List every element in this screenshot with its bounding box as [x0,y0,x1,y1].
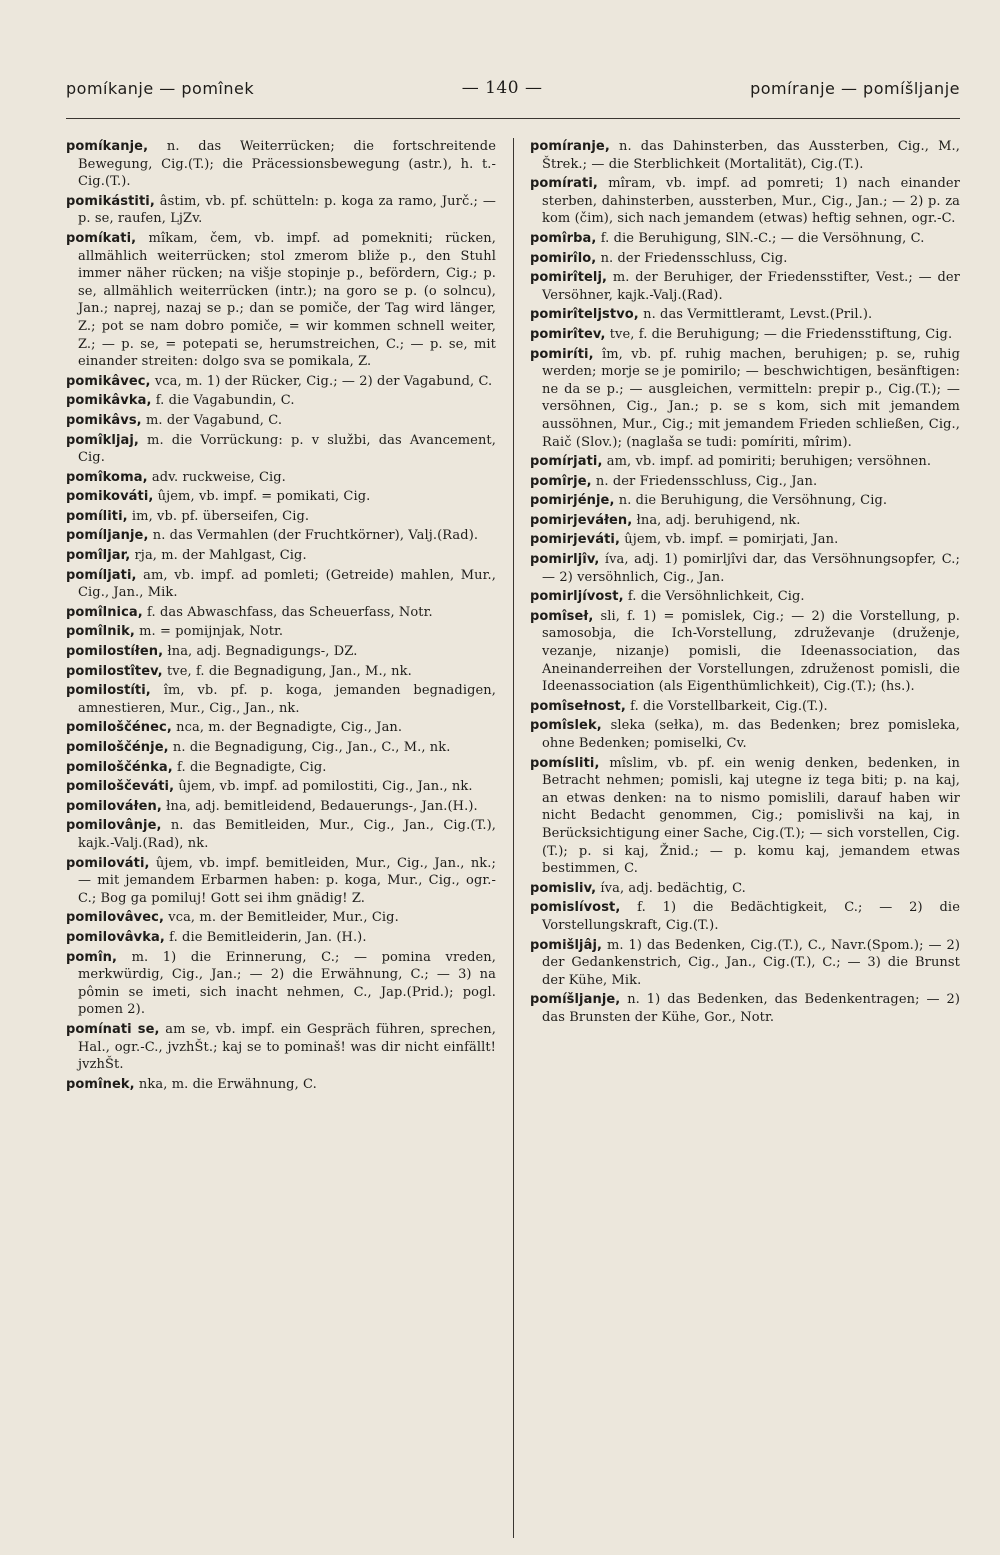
dictionary-entry [530,991,960,1026]
dictionary-entry [66,469,496,487]
dictionary-entry [66,663,496,681]
entry-definition: am, vb. impf. ad pomiriti; beruhigen; versöhnen. [602,454,932,470]
entry-headword: pomikâvka, [66,393,152,409]
dictionary-entry [530,899,960,934]
entry-headword: pomirîlo, [530,250,597,266]
dictionary-entry [66,817,496,852]
column-divider [513,138,514,1538]
entry-headword: pomîrba, [530,230,597,246]
entry-definition: n. das Bemitleiden, Mur., Cig., Jan., Cig.(T.), kajk.-Valj.(Rad), nk. [78,818,496,851]
entry-headword: pomíkati, [66,230,137,246]
entry-definition: n. das Vermahlen (der Fruchtkörner), Valj.(Rad). [148,528,479,544]
dictionary-entry [66,604,496,622]
entry-definition: łna, adj. Begnadigungs-, DZ. [163,644,358,660]
entry-headword: pomîrje, [530,473,592,489]
entry-definition: m. = pomijnjak, Notr. [134,624,284,640]
entry-definition: sli, f. 1) = pomislek, Cig.; — 2) die Vorstellung, p. samosobja, die Ich-Vorstellung, združevanje (druženje, vezanje, nizanje) pomisli, die Ideenassociation, das Aneinanderreihen der Vorstellungen, združenost pomisli, die Ideenassociation (als Eigenthümlichkeit), Cig.(T.); (hs.). [542,608,960,695]
entry-headword: pomiloščénje, [66,740,169,755]
dictionary-entry [530,326,960,344]
entry-definition: m. der Vagabund, C. [141,412,283,428]
entry-definition: tve, f. die Beruhigung; — die Friedensstiftung, Cig. [605,326,953,342]
dictionary-entry [66,759,496,777]
entry-definition: n. die Beruhigung, die Versöhnung, Cig. [614,493,888,509]
entry-headword: pomîn, [66,949,118,965]
entry-definition: f. 1) die Bedächtigkeit, C.; — 2) die Vorstellungskraft, Cig.(T.). [542,900,960,933]
dictionary-entry [530,250,960,268]
entry-headword: pomikâvec, [66,373,151,389]
entry-definition: rja, m. der Mahlgast, Cig. [130,548,307,564]
entry-headword: pomilovâvec, [66,910,165,926]
entry-headword: pomiloščénec, [66,720,172,736]
entry-definition: ûjem, vb. impf. ad pomilostiti, Cig., Jan., nk. [174,779,473,795]
entry-definition: n. der Friedensschluss, Cig., Jan. [591,473,818,489]
running-head [66,70,960,106]
entry-definition: ûjem, vb. impf. bemitleiden, Mur., Cig., Jan., nk.; — mit jemandem Erbarmen haben: p. koga, Mur., Cig., ogr.-C.; Bog ga pomiluj! Gott sei ihm gnädig! Z. [78,855,496,906]
right-column [530,138,960,1538]
dictionary-entry [66,567,496,602]
entry-headword: pomíliti, [66,508,128,524]
entry-definition: f. die Beruhigung, SlN.-C.; — die Versöhnung, C. [596,230,925,246]
dictionary-entry [530,698,960,716]
dictionary-entry [66,719,496,737]
dictionary-entry [530,717,960,752]
entry-headword: pomilovânje, [66,818,162,834]
entry-definition: nka, m. die Erwähnung, C. [134,1076,317,1092]
dictionary-entry [66,412,496,430]
entry-definition: f. die Vagabundin, C. [151,393,295,409]
entry-definition: f. die Vorstellbarkeit, Cig.(T.). [625,698,828,714]
dictionary-entry [530,551,960,586]
dictionary-entry [530,512,960,530]
entry-headword: pomilováti, [66,855,150,871]
dictionary-entry [66,778,496,796]
entry-headword: pomikováti, [66,489,154,505]
columns [66,138,960,1538]
entry-definition: am, vb. impf. ad pomleti; (Getreide) mahlen, Mur., Cig., Jan., Mik. [78,567,496,601]
entry-definition: nca, m. der Begnadigte, Cig., Jan. [171,720,403,736]
entry-headword: pomirîtev, [530,326,606,342]
entry-headword: pomiloščeváti, [66,779,175,795]
dictionary-entry [530,608,960,696]
entry-headword: pomislívost, [530,900,621,916]
dictionary-entry [530,230,960,248]
entry-definition: sleka (sełka), m. das Bedenken; brez pomisleka, ohne Bedenken; pomiselki, Cv. [542,718,960,751]
entry-definition: mîkam, čem, vb. impf. ad pomekniti; rücken, allmählich weiterrücken; stol zmerom bliže p., den Stuhl immer näher rücken; na višje stopinje p., befördern, Cig.; p. se, allmählich weiterrücken (intr.); na goro se p. (o solncu), Jan.; naprej, nazaj se p.; dan se pomiče, der Tag wird länger, Z.; pot se nam dobro pomiče, = wir kommen schnell weiter, Z.; — p. se, = potepati se, herumstreichen, C.; — p. se, mit einander streiten: dolgo sva se pomikala, Z. [78,230,496,370]
entry-headword: pomíšljanje, [530,992,621,1008]
entry-definition: m. 1) die Erinnerung, C.; — pomina vreden, merkwürdig, Cig., Jan.; — 2) die Erwähnung, C.; — 3) na pômin se imeti, sich inacht nehmen, C., Jap.(Prid.); pogl. pomen 2). [78,949,496,1018]
entry-headword: pomirjeváti, [530,532,620,548]
entry-headword: pomišljâj, [530,937,603,953]
entry-headword: pomîlnica, [66,604,143,620]
entry-definition: am se, vb. impf. ein Gespräch führen, sprechen, Hal., ogr.-C., jvzhŠt.; kaj se to pominaš! was dir nicht einfällt! jvzhŠt. [78,1021,497,1073]
dictionary-entry [66,949,496,1019]
header-rule [66,118,960,119]
entry-headword: pomirljîv, [530,552,600,568]
dictionary-entry [66,643,496,661]
entry-definition: łna, adj. beruhigend, nk. [632,512,801,528]
entry-definition: f. die Versöhnlichkeit, Cig. [623,589,805,605]
dictionary-entry [530,138,960,173]
entry-definition: íva, adj. bedächtig, C. [596,880,746,896]
dictionary-entry [530,880,960,898]
entry-definition: íva, adj. 1) pomirljîvi dar, das Versöhnungsopfer, C.; — 2) versöhnlich, Cig., Jan. [542,552,960,585]
entry-headword: pomirljívost, [530,589,624,605]
entry-definition: f. die Bemitleiderin, Jan. (H.). [164,929,367,945]
entry-headword: pomikástiti, [66,193,155,209]
dictionary-entry [530,755,960,878]
dictionary-entry [66,929,496,947]
dictionary-entry [66,623,496,641]
entry-headword: pomirjeváłen, [530,512,633,528]
entry-definition: m. die Vorrückung: p. v službi, das Avancement, Cig. [78,432,496,466]
entry-definition: tve, f. die Begnadigung, Jan., M., nk. [162,663,412,679]
entry-definition: m. der Beruhiger, der Friedensstifter, Vest.; — der Versöhner, kajk.-Valj.(Rad). [542,270,960,303]
entry-definition: n. die Begnadigung, Cig., Jan., C., M., nk. [168,740,451,755]
entry-headword: pomîseł, [530,608,594,624]
dictionary-entry [66,1076,496,1094]
dictionary-entry [66,682,496,717]
header-left-guide-words: pomíkanje — pomînek [66,78,255,98]
entry-definition: f. die Begnadigte, Cig. [172,759,327,775]
entry-headword: pomîlnik, [66,624,135,640]
dictionary-entry [66,547,496,565]
entry-headword: pomiríti, [530,346,594,362]
entry-definition: n. das Vermittleramt, Levst.(Pril.). [638,307,873,323]
entry-headword: pomisliv, [530,880,597,896]
entry-headword: pomîsełnost, [530,698,626,714]
entry-definition: ûjem, vb. impf. = pomikati, Cig. [153,489,371,505]
entry-headword: pomilostîtev, [66,663,163,679]
entry-headword: pomínati se, [66,1021,160,1037]
entry-headword: pomilostíłen, [66,644,164,660]
entry-headword: pomîkoma, [66,469,148,485]
dictionary-entry [66,855,496,908]
entry-headword: pomîkljaj, [66,432,139,448]
entry-headword: pomíljanje, [66,528,149,544]
entry-headword: pomíranje, [530,139,610,154]
entry-headword: pomîljar, [66,548,131,564]
entry-definition: âstim, vb. pf. schütteln: p. koga za ramo, Jurč.; — p. se, raufen, LjZv. [78,193,496,227]
entry-definition: m. 1) das Bedenken, Cig.(T.), C., Navr.(Spom.); — 2) der Gedankenstrich, Cig., Jan., Cig.(T.), C.; — 3) die Brunst der Kühe, Mik. [542,937,960,988]
dictionary-entry [66,508,496,526]
entry-definition: n. 1) das Bedenken, das Bedenkentragen; — 2) das Brunsten der Kühe, Gor., Notr. [542,992,960,1025]
dictionary-entry [66,909,496,927]
entry-definition: îm, vb. pf. p. koga, jemanden begnadigen, amnestieren, Mur., Cig., Jan., nk. [78,683,496,716]
entry-definition: n. das Weiterrücken; die fortschreitende Bewegung, Cig.(T.); die Präcessionsbewegung (astr.), h. t.-Cig.(T.). [78,139,496,190]
entry-headword: pomilovâvka, [66,929,165,945]
entry-headword: pomíkanje, [66,139,149,154]
entry-definition: adv. ruckweise, Cig. [147,469,286,485]
dictionary-entry [530,531,960,549]
page-number: — 140 — [461,78,543,98]
entry-definition: im, vb. pf. überseifen, Cig. [127,508,310,524]
dictionary-entry [66,230,496,371]
entry-definition: n. das Dahinsterben, das Aussterben, Cig., M., Štrek.; — die Sterblichkeit (Mortalität), Cig.(T.). [542,139,960,172]
entry-headword: pomînek, [66,1076,135,1092]
entry-headword: pomíljati, [66,567,137,583]
dictionary-entry [66,392,496,410]
dictionary-entry [530,346,960,452]
entry-headword: pomísliti, [530,755,600,771]
entry-headword: pomilováłen, [66,798,162,814]
left-column [66,138,496,1538]
dictionary-entry [530,269,960,304]
entry-headword: pomîslek, [530,718,602,734]
entry-headword: pomirîteljstvo, [530,307,639,323]
entry-definition: vca, m. der Bemitleider, Mur., Cig. [164,910,399,926]
dictionary-entry [530,473,960,491]
header-right-guide-words: pomíranje — pomíšljanje [750,78,960,98]
entry-headword: pomilostíti, [66,683,151,699]
dictionary-entry [66,193,496,228]
entry-definition: ûjem, vb. impf. = pomirjati, Jan. [619,532,839,548]
entry-definition: f. das Abwaschfass, das Scheuerfass, Notr. [142,604,433,620]
dictionary-entry [530,175,960,228]
entry-headword: pomirîtelj, [530,270,608,286]
entry-headword: pomiloščénka, [66,759,173,775]
dictionary-entry [66,739,496,757]
entry-headword: pomikâvs, [66,412,142,428]
dictionary-entry [66,432,496,467]
entry-definition: vca, m. 1) der Rücker, Cig.; — 2) der Vagabund, C. [150,373,493,389]
entry-definition: łna, adj. bemitleidend, Bedauerungs-, Jan.(H.). [161,798,478,814]
dictionary-entry [530,492,960,510]
entry-headword: pomirjénje, [530,493,615,509]
dictionary-entry [530,588,960,606]
entry-headword: pomírjati, [530,454,603,470]
entry-definition: îm, vb. pf. ruhig machen, beruhigen; p. se, ruhig werden; morje se je pomirilo; — beschwichtigen, besänftigen: ne da se p.; — ausgleichen, vermitteln: prepir p., Cig.(T.); — versöhnen, Cig., Jan.; p. se s kom, sich mit jemandem aussöhnen, Mur., Cig.; mit jemandem Frieden schließen, Cig., Raič (Slov.); (naglaša se tudi: pomíriti, mîrim). [542,346,960,450]
dictionary-entry [66,798,496,816]
dictionary-entry [66,138,496,191]
dictionary-entry [66,527,496,545]
dictionary-entry [530,937,960,990]
entry-definition: n. der Friedensschluss, Cig. [596,250,788,266]
dictionary-entry [530,453,960,471]
entry-definition: mîslim, vb. pf. ein wenig denken, bedenken, in Betracht nehmen; pomisli, kaj utegne iz tega biti; p. na kaj, an etwas denken: na to nismo pomislili, darauf haben wir nicht Bedacht genommen, Cig.; pomislivši na kaj, in Berücksichtigung einer Sache, Cig.(T.); — sich vorstellen, Cig.(T.); p. si kaj, Žnid.; — p. komu kaj, jemandem etwas bestimmen, C. [542,755,960,877]
entry-definition: mîram, vb. impf. ad pomreti; 1) nach einander sterben, dahinsterben, aussterben, Mur., Cig., Jan.; — 2) p. za kom (čim), sich nach jemandem (etwas) heftig sehnen, ogr.-C. [542,176,960,227]
entry-headword: pomírati, [530,176,598,192]
dictionary-entry [66,373,496,391]
dictionary-entry [66,488,496,506]
dictionary-entry [66,1021,496,1074]
dictionary-entry [530,306,960,324]
